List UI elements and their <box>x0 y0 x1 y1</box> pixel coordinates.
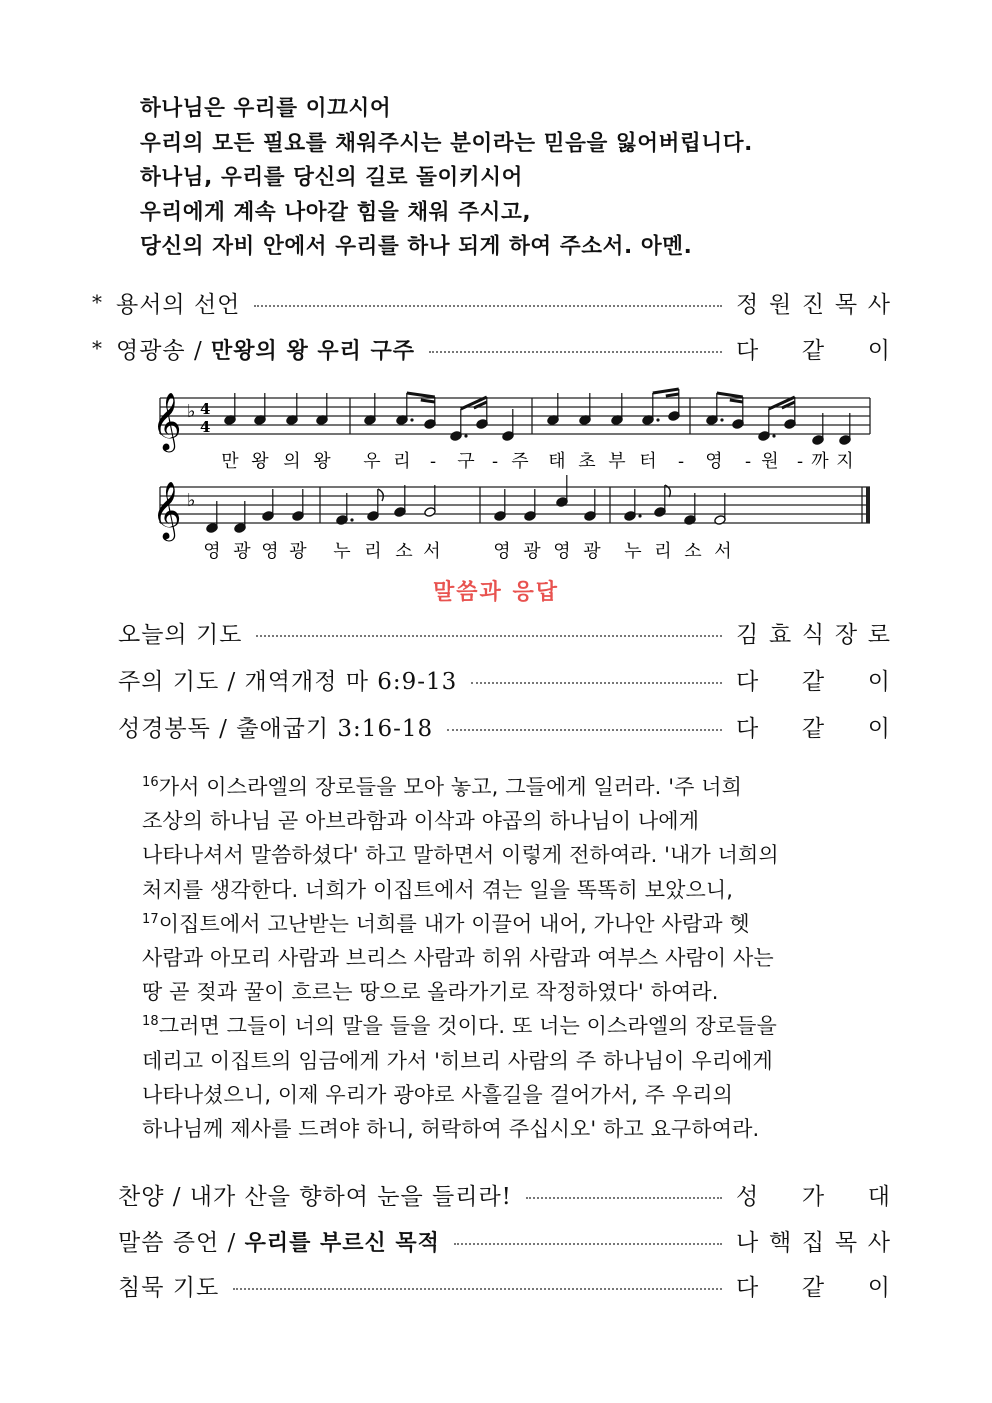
order-item-leader: 김 효 식 장 로 <box>736 621 890 648</box>
scripture-line: 사람과 아모리 사람과 브리스 사람과 히위 사람과 여부스 사람이 사는 <box>142 946 774 971</box>
order-item-prayer <box>92 614 890 650</box>
time-signature: 4 <box>200 418 211 436</box>
beam <box>666 394 679 396</box>
lyric-syllable: 원 <box>761 451 779 472</box>
lyric-syllable: - <box>677 451 685 472</box>
sermon-title: 우리를 부르신 목적 <box>244 1230 440 1256</box>
lyric-syllable: 광 <box>583 541 601 562</box>
order-item-silent-prayer <box>92 1267 890 1303</box>
lyric-syllable: 리 <box>654 541 672 562</box>
lyric-syllable: - <box>491 451 499 472</box>
lyric-syllable: 주 <box>511 451 529 472</box>
music-note <box>714 493 726 525</box>
scripture-line: 조상의 하나님 곧 아브라함과 이삭과 야곱의 하나님이 나에게 <box>142 809 700 834</box>
prayer-line: 우리에게 계속 나아갈 힘을 채워 주시고, <box>140 199 532 225</box>
lyric-syllable: 태 <box>548 451 566 472</box>
lyric-syllable: 광 <box>523 541 541 562</box>
flag <box>378 489 383 501</box>
scripture-line: 데리고 이집트의 임금에게 가서 '히브리 사람의 주 하나님이 우리에게 <box>142 1048 773 1073</box>
order-item-label: 주의 기도 / 개역개정 마 6:9-13 <box>118 668 458 695</box>
beam <box>730 400 743 402</box>
treble-clef-icon: 𝄞 <box>152 392 182 450</box>
dot-leader <box>256 635 722 637</box>
order-item-leader: 성 가 대 <box>736 1183 890 1210</box>
dot-leader <box>233 1288 722 1290</box>
scripture-line: 땅 곧 젖과 꿀이 흐르는 땅으로 올라가기로 작정하였다' 하여라. <box>142 980 719 1005</box>
lyrics-line-2 <box>203 541 731 562</box>
lyric-syllable: 터 <box>639 451 657 472</box>
scripture-line: $^{16}$가서 이스라엘의 장로들을 모아 놓고, 그들에게 일러라. '주 너희 <box>142 775 743 799</box>
lyrics-line-1 <box>221 450 853 472</box>
lyric-syllable: 누 <box>333 541 351 562</box>
order-item-leader: 정 원 진 목 사 <box>736 291 890 318</box>
scripture-line: $^{17}$이집트에서 고난받는 너희를 내가 이끌어 내어, 가나안 사람과 헷 <box>142 911 750 936</box>
dot-leader <box>447 729 722 731</box>
order-item-scripture-reading <box>92 708 890 744</box>
hymn-score <box>0 0 992 580</box>
dot-leader <box>526 1197 722 1199</box>
lyric-syllable: 영 <box>203 541 221 562</box>
verse-number: 18 <box>142 1014 159 1030</box>
lyric-syllable: 초 <box>578 451 596 472</box>
prayer-line: 하나님, 우리를 당신의 길로 돌이키시어 <box>140 165 524 190</box>
music-note <box>424 485 436 517</box>
scripture-line: 하나님께 제사를 드려야 하니, 허락하여 주십시오' 하고 요구하여라. <box>142 1117 760 1142</box>
scripture-line: 나타나셨으니, 이제 우리가 광야로 사흘길을 걸어가서, 주 우리의 <box>142 1082 734 1107</box>
lyric-syllable: - <box>796 451 804 472</box>
notes-line-2 <box>206 475 726 533</box>
scripture-passage <box>142 770 882 1146</box>
treble-clef-icon: 𝄞 <box>152 481 182 539</box>
music-note <box>684 493 696 525</box>
section-title: 말씀과 응답 <box>433 580 559 605</box>
hymn-title: 만왕의 왕 우리 구주 <box>211 338 416 364</box>
time-signature: 4 <box>200 400 211 418</box>
music-note <box>206 501 218 533</box>
order-item-label: 용서의 선언 <box>116 291 241 318</box>
lyric-syllable: 지 <box>836 451 854 472</box>
lyric-syllable: 광 <box>289 541 307 562</box>
order-item-label: 말씀 증언 / 우리를 부르신 목적 <box>118 1229 440 1256</box>
lyric-syllable: 구 <box>457 451 475 472</box>
scripture-line: 처지를 생각한다. 너희가 이집트에서 겪는 일을 똑똑히 보았으니, <box>142 877 734 902</box>
order-item-leader: 나 핵 집 목 사 <box>736 1229 890 1256</box>
lyric-syllable: - <box>744 451 752 472</box>
lyric-syllable: 영 <box>705 451 723 472</box>
order-item-leader: 다 같 이 <box>736 1274 890 1301</box>
flat-icon: ♭ <box>187 490 196 511</box>
lyric-syllable: 부 <box>608 451 626 472</box>
beam <box>421 400 435 402</box>
verse-number: 16 <box>142 775 159 790</box>
beam <box>407 393 435 397</box>
lyric-syllable: 광 <box>233 541 251 562</box>
prayer-line: 하나님은 우리를 이끄시어 <box>140 96 392 121</box>
lyric-syllable: 만 <box>221 451 239 472</box>
music-note <box>812 413 824 445</box>
lyric-syllable: 의 <box>283 451 301 472</box>
music-note <box>234 501 246 533</box>
lyric-syllable: 영 <box>493 541 511 562</box>
music-note <box>336 493 354 525</box>
lyric-syllable: - <box>429 451 437 472</box>
lyric-syllable: 영 <box>553 541 571 562</box>
music-note <box>839 413 851 445</box>
prayer-line: 우리의 모든 필요를 채워주시는 분이라는 믿음을 잃어버립니다. <box>140 130 753 156</box>
lyric-syllable: 우 <box>363 451 381 472</box>
music-note <box>556 475 568 507</box>
lyric-syllable: 서 <box>714 541 732 562</box>
beam <box>653 389 679 393</box>
order-item-lords-prayer <box>92 661 890 697</box>
music-note <box>394 485 406 517</box>
order-item-leader: 다 같 이 <box>736 668 890 695</box>
order-item-label: 찬양 / 내가 산을 향하여 눈을 들리라! <box>118 1183 512 1210</box>
lyric-syllable: 까 <box>811 451 829 472</box>
lyric-syllable: 왕 <box>313 451 331 472</box>
music-note <box>654 485 666 517</box>
verse-number: 17 <box>142 911 159 927</box>
lyric-syllable: 왕 <box>251 451 269 472</box>
dot-leader <box>454 1243 722 1245</box>
order-item-label: 영광송 / 만왕의 왕 우리 구주 <box>116 337 416 364</box>
scripture-line: 나타나셔서 말씀하셨다' 하고 말하면서 이렇게 전하여라. '내가 너희의 <box>142 843 779 868</box>
order-item-leader: 다 같 이 <box>736 337 890 364</box>
order-item-label: 오늘의 기도 <box>118 621 243 648</box>
lyric-syllable: 영 <box>261 541 279 562</box>
staff-line-2 <box>152 481 870 542</box>
lyric-syllable: 리 <box>364 541 382 562</box>
order-item-anthem <box>92 1176 890 1212</box>
lyric-syllable: 서 <box>423 541 441 562</box>
lyric-syllable: 리 <box>393 451 411 472</box>
dot-leader <box>471 682 722 684</box>
asterisk-icon: * <box>92 336 102 360</box>
order-item-label: 침묵 기도 <box>118 1274 220 1301</box>
asterisk-icon: * <box>92 290 102 314</box>
order-item-label: 성경봉독 / 출애굽기 3:16-18 <box>118 715 434 742</box>
order-item-leader: 다 같 이 <box>736 715 890 742</box>
flat-icon: ♭ <box>187 401 196 422</box>
lyric-syllable: 누 <box>624 541 642 562</box>
beam <box>717 393 743 397</box>
lyric-syllable: 소 <box>395 541 413 562</box>
lyric-syllable: 소 <box>684 541 702 562</box>
scripture-line: $^{18}$그러면 그들이 너의 말을 들을 것이다. 또 너는 이스라엘의 장로들을 <box>142 1014 777 1039</box>
order-item-sermon <box>92 1222 890 1258</box>
prayer-line: 당신의 자비 안에서 우리를 하나 되게 하여 주소서. 아멘. <box>140 234 693 259</box>
